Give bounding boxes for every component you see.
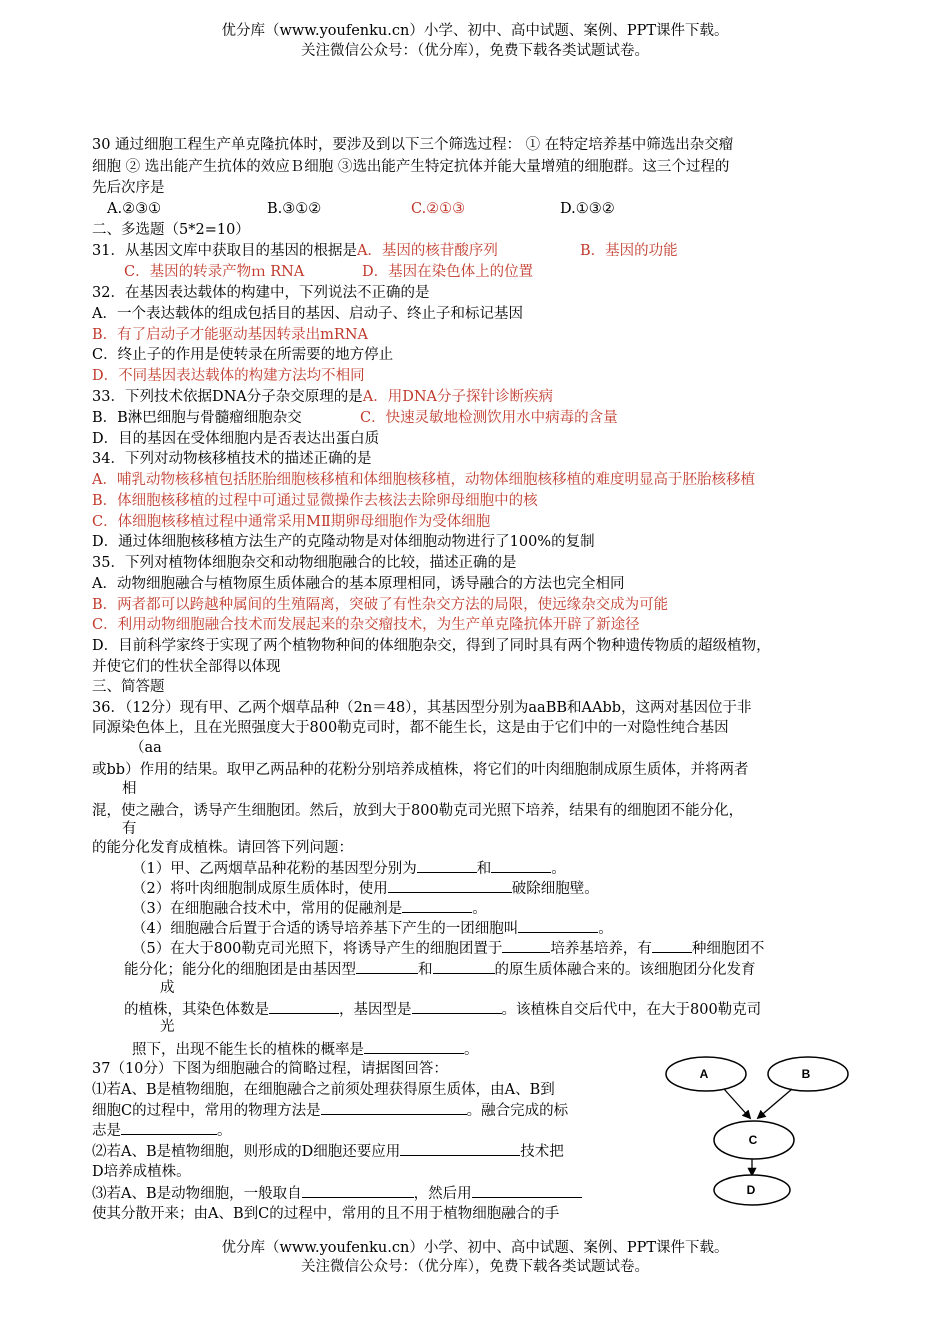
q36-sub-7-wrap: 光	[160, 1019, 175, 1035]
q33-stem	[92, 387, 553, 407]
q35-option-a: A．动物细胞融合与植物原生质体融合的基本原理相同，诱导融合的方法也完全相同	[92, 576, 625, 592]
q37-enzyme-blank[interactable]	[472, 1183, 582, 1198]
q31-option-c: C．基因的转录产物ｍ RNA	[124, 264, 305, 280]
q35-stem: 35．下列对植物体细胞杂交和动物细胞融合的比较，描述正确的是	[92, 555, 517, 571]
q36-sub-2-text: （2）将叶肉细胞制成原生质体时，使用	[132, 881, 388, 897]
q36-line-5: 的能分化发育成植株。请回答下列问题：	[92, 840, 353, 856]
q37-line-7	[92, 1183, 582, 1204]
q34-option-a: A．哺乳动物核移植包括胚胎细胞核移植和体细胞核移植，动物体细胞核移植的难度明显高于胚胎核移植	[92, 472, 755, 488]
q37-line-4	[92, 1120, 232, 1141]
q36-line-2-wrap: （aa	[130, 740, 162, 756]
q32-stem: 32．在基因表达载体的构建中，下列说法不正确的是	[92, 285, 430, 301]
q36-line-4: 混，使之融合，诱导产生细胞团。然后，放到大于800勒克司光照下培养，结果有的细胞团不能分化，	[92, 803, 744, 819]
q37-fusion-mark-blank[interactable]	[121, 1120, 217, 1135]
header-line-1: 优分库（www.youfenku.cn）小学、初中、高中试题、案例、PPT课件下载。	[221, 23, 729, 39]
q35-option-c: C．利用动物细胞融合技术而发展起来的杂交瘤技术，为生产单克隆抗体开辟了新途径	[92, 617, 640, 633]
q36-sub-4-end: 。	[598, 921, 613, 937]
node-a	[666, 1057, 746, 1091]
q30-option-b: B.③①②	[267, 201, 322, 217]
q34-option-d: D．通过体细胞核移植方法生产的克隆动物是对体细胞动物进行了100%的复制	[92, 534, 595, 550]
q36-sub-6-wrap: 成	[160, 980, 175, 996]
q36-line-3-wrap: 相	[122, 781, 137, 797]
q36-sub-1-text: （1）甲、乙两烟草品种花粉的基因型分别为	[132, 861, 417, 877]
q36-line-3: 或bb）作用的结果。取甲乙两品种的花粉分别培养成植株，将它们的叶肉细胞制成原生质体，并将两者	[92, 762, 749, 778]
q36-sub-1-blank-1[interactable]	[417, 858, 477, 873]
section-short-answer-heading: 三、简答题	[92, 679, 165, 695]
q36-sub-7-blank-2[interactable]	[412, 999, 502, 1014]
q36-sub-4	[132, 918, 613, 939]
q31-option-d: D．基因在染色体上的位置	[362, 264, 534, 280]
q31-option-a: A．基因的核苷酸序列	[356, 243, 498, 259]
q36-sub-5-mid: 培养基培养，有	[550, 941, 652, 957]
q35-option-d-line-1: D．目前科学家终于实现了两个植物物种间的体细胞杂交，得到了同时具有两个物种遗传物质的超级植物，	[92, 638, 771, 654]
q37-line-7-text: ⑶若A、B是动物细胞，一般取自	[92, 1186, 302, 1202]
q31-option-b: B．基因的功能	[580, 243, 678, 259]
header-line-2: 关注微信公众号：（优分库），免费下载各类试题试卷。	[301, 43, 649, 59]
q36-sub-2-end: 破除细胞壁。	[511, 881, 599, 897]
q37-line-5-end: 技术把	[520, 1144, 564, 1160]
q30-option-d: D.①③②	[560, 201, 615, 217]
q36-sub-2	[132, 878, 599, 899]
q36-sub-5-blank-2[interactable]	[652, 938, 692, 953]
q36-sub-6-text: 能分化；能分化的细胞团是由基因型	[124, 962, 356, 978]
q36-sub-1-blank-2[interactable]	[491, 858, 551, 873]
q37-technique-blank[interactable]	[400, 1141, 520, 1156]
q36-sub-1	[132, 858, 566, 879]
q37-line-4-end: 。	[217, 1123, 232, 1139]
arrow-a-to-c	[724, 1089, 750, 1118]
q31-stem-text: 31．从基因文库中获取目的基因的根据是	[92, 243, 357, 259]
q36-sub-7	[124, 999, 761, 1020]
q36-line-2: 同源染色体上，且在光照强度大于800勒克司时，都不能生长，这是由于它们中的一对隐性纯合基因	[92, 720, 729, 736]
q36-sub-4-blank[interactable]	[518, 918, 598, 933]
q35-option-b: B．两者都可以跨越种属间的生殖隔离，突破了有性杂交方法的局限，使远缘杂交成为可能	[92, 597, 669, 613]
q37-line-3-text: 细胞C的过程中，常用的物理方法是	[92, 1103, 321, 1119]
q36-sub-7-mid: ，基因型是	[339, 1002, 412, 1018]
q33-option-d: D．目的基因在受体细胞内是否表达出蛋白质	[92, 431, 380, 447]
q36-sub-5-text: （5）在大于800勒克司光照下，将诱导产生的细胞团置于	[132, 941, 503, 957]
cell-fusion-diagram	[664, 1052, 874, 1212]
section-multiple-choice-heading: 二、多选题（5*2=10）	[92, 222, 250, 238]
q36-sub-8-text: 照下，出现不能生长的植株的概率是	[132, 1042, 364, 1058]
q36-sub-4-text: （4）细胞融合后置于合适的诱导培养基下产生的一团细胞叫	[132, 921, 519, 937]
q36-sub-5	[132, 938, 764, 959]
q34-option-c: C．体细胞核移植过程中通常采用MⅡ期卵母细胞作为受体细胞	[92, 514, 491, 530]
q37-physical-method-blank[interactable]	[321, 1100, 467, 1115]
q36-sub-5-end: 种细胞团不	[691, 941, 765, 957]
q36-sub-8	[132, 1039, 479, 1060]
q37-source-blank[interactable]	[302, 1183, 414, 1198]
footer-line-1: 优分库（www.youfenku.cn）小学、初中、高中试题、案例、PPT课件下载。	[221, 1240, 729, 1256]
q34-stem: 34．下列对动物核移植技术的描述正确的是	[92, 451, 372, 467]
footer-line-2: 关注微信公众号：（优分库），免费下载各类试题试卷。	[301, 1259, 649, 1275]
q32-option-a: A．一个表达载体的组成包括目的基因、启动子、终止子和标记基因	[92, 306, 523, 322]
q30-line-2: 细胞 ② 选出能产生抗体的效应Ｂ细胞 ③选出能产生特定抗体并能大量增殖的细胞群。这三个过程的	[92, 159, 730, 175]
q33-stem-text: 33．下列技术依据DNA分子杂交原理的是	[92, 389, 363, 405]
arrow-b-to-c	[758, 1089, 792, 1118]
q36-sub-1-and: 和	[476, 861, 492, 877]
q36-sub-8-blank[interactable]	[364, 1039, 464, 1054]
q32-option-c: C．终止子的作用是使转录在所需要的地方停止	[92, 347, 394, 363]
q36-sub-6	[124, 959, 756, 980]
node-b-label: B	[801, 1067, 811, 1081]
node-b	[768, 1057, 848, 1091]
q36-sub-6-blank-1[interactable]	[356, 959, 418, 974]
node-d-label: D	[746, 1183, 756, 1197]
q30-line-1: 30 通过细胞工程生产单克隆抗体时，要涉及到以下三个筛选过程： ① 在特定培养基中筛选出杂交瘤	[92, 137, 734, 153]
q33-option-b: B．B淋巴细胞与骨髓瘤细胞杂交	[92, 410, 302, 426]
q34-option-b: B．体细胞核移植的过程中可通过显微操作去核法去除卵母细胞中的核	[92, 493, 538, 509]
q37-line-8: 使其分散开来；由A、B到C的过程中，常用的且不用于植物细胞融合的手	[92, 1206, 560, 1222]
q36-line-4-wrap: 有	[122, 821, 137, 837]
q36-sub-5-blank-1[interactable]	[502, 938, 550, 953]
q30-line-3: 先后次序是	[92, 180, 165, 196]
q36-sub-6-blank-2[interactable]	[433, 959, 495, 974]
node-d	[714, 1175, 790, 1205]
q32-option-b: B．有了启动子才能驱动基因转录出mRNA	[92, 327, 368, 343]
q35-option-d-line-2: 并使它们的性状全部得以体现	[92, 659, 281, 675]
q37-line-5	[92, 1141, 564, 1162]
q36-sub-7-blank-1[interactable]	[269, 999, 339, 1014]
q37-line-6: D培养成植株。	[92, 1164, 191, 1180]
q36-line-1: 36．（12分）现有甲、乙两个烟草品种（2n＝48），其基因型分别为aaBB和AAbb，这两对基因位于非	[92, 700, 752, 716]
node-a-label: A	[699, 1067, 709, 1081]
q37-line-3	[92, 1100, 568, 1121]
q36-sub-7-end: 。该植株自交后代中，在大于800勒克司	[501, 1002, 762, 1018]
q32-option-d: D．不同基因表达载体的构建方法均不相同	[92, 368, 365, 384]
q37-line-2: ⑴若A、B是植物细胞，在细胞融合之前须处理获得原生质体，由A、B到	[92, 1082, 555, 1098]
node-c-label: C	[748, 1133, 758, 1147]
q36-sub-3-end: 。	[472, 901, 487, 917]
q36-sub-3-text: （3）在细胞融合技术中，常用的促融剂是	[132, 901, 403, 917]
q36-sub-3	[132, 898, 487, 919]
q30-option-c: C.②①③	[411, 201, 466, 217]
q36-sub-1-end: 。	[551, 861, 566, 877]
q33-option-c: C．快速灵敏地检测饮用水中病毒的含量	[360, 410, 618, 426]
q31-stem	[92, 241, 498, 261]
q36-sub-3-blank[interactable]	[402, 898, 472, 913]
q37-line-4-text: 志是	[92, 1123, 121, 1139]
q37-line-7-mid: ，然后用	[413, 1186, 472, 1202]
q37-line-5-text: ⑵若A、B是植物细胞，则形成的D细胞还要应用	[92, 1144, 401, 1160]
q37-line-1: 37（10分）下图为细胞融合的简略过程，请据图回答：	[92, 1061, 448, 1077]
node-c	[714, 1121, 794, 1159]
q36-sub-8-end: 。	[464, 1042, 479, 1058]
q36-sub-2-blank[interactable]	[388, 878, 512, 893]
q33-option-a: A．用DNA分子探针诊断疾病	[362, 389, 553, 405]
q37-line-3-end: 。融合完成的标	[466, 1103, 569, 1119]
q36-sub-6-and: 和	[418, 962, 433, 978]
q36-sub-7-text: 的植株，其染色体数是	[124, 1002, 269, 1018]
q36-sub-6-end: 的原生质体融合来的。该细胞团分化发育	[494, 962, 756, 978]
q30-option-a: A.②③①	[107, 201, 162, 217]
